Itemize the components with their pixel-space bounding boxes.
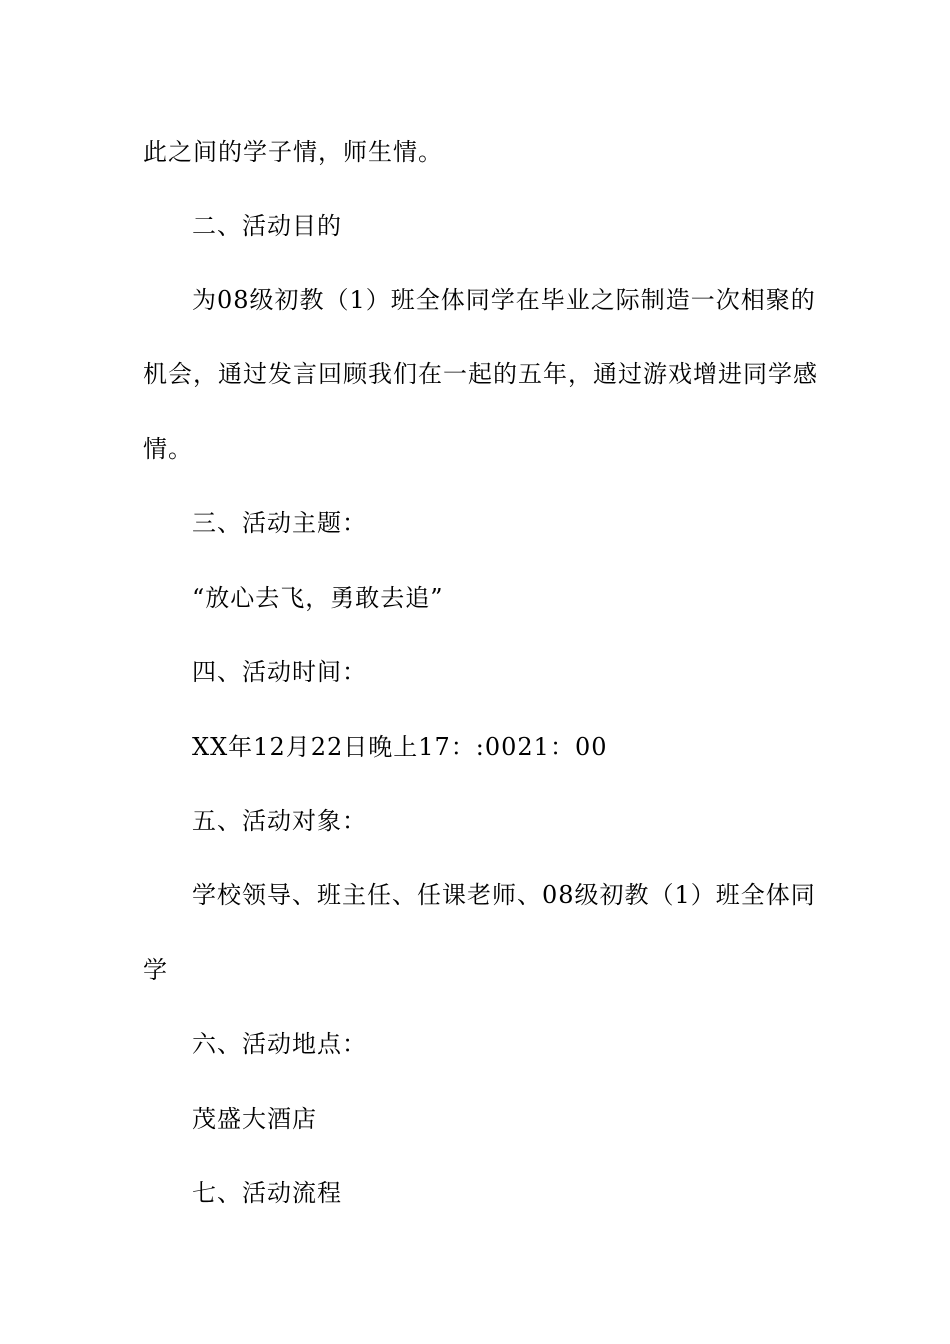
audience-text-line-1: 学校领导、班主任、任课老师、08级初教（1）班全体同 [192,881,816,909]
section-heading-audience: 五、活动对象： [192,807,367,835]
purpose-text-line-2: 机会，通过发言回顾我们在一起的五年，通过游戏增进同学感 [143,360,818,388]
audience-text-line-2: 学 [143,956,168,984]
section-heading-location: 六、活动地点： [192,1030,367,1058]
paragraph-continuation: 此之间的学子情，师生情。 [143,138,443,166]
section-heading-process: 七、活动流程 [192,1179,342,1207]
purpose-text-line-3: 情。 [143,435,193,463]
section-heading-time: 四、活动时间： [192,658,367,686]
section-heading-purpose: 二、活动目的 [192,212,342,240]
section-heading-theme: 三、活动主题： [192,509,367,537]
location-text: 茂盛大酒店 [192,1105,317,1133]
theme-text: “放心去飞，勇敢去追” [192,584,444,612]
purpose-text-line-1: 为08级初教（1）班全体同学在毕业之际制造一次相聚的 [192,286,816,314]
time-text: XX年12月22日晚上17：:0021：00 [192,733,608,761]
